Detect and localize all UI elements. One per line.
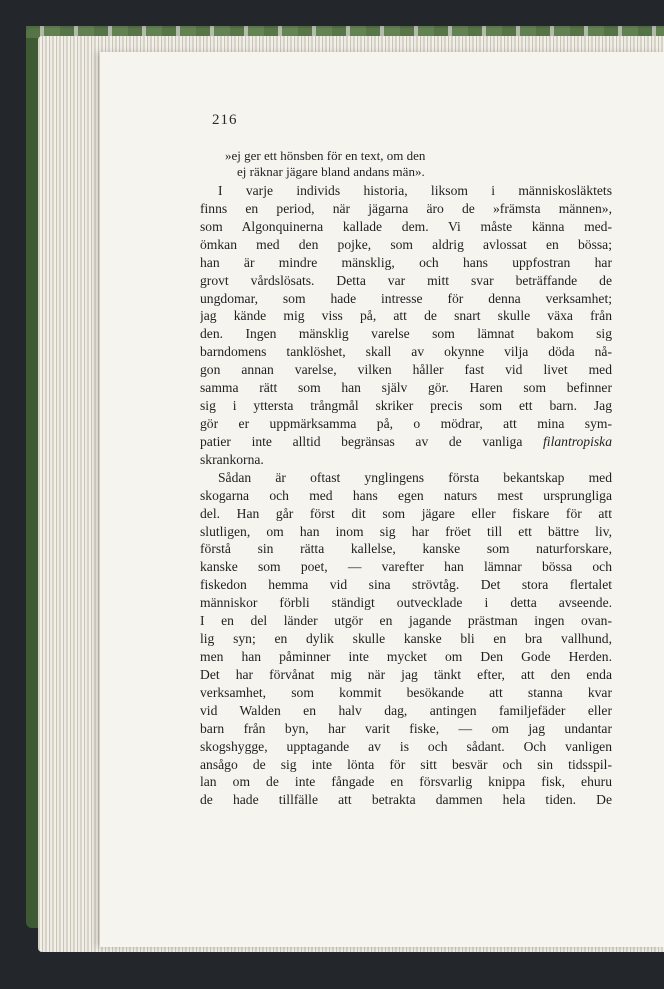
text-line: I varje individs historia, liksom i människosläktets (218, 183, 612, 198)
text-fragment: patier inte alltid begränsas av de vanliga (200, 433, 523, 449)
text-line: I en del länder utgör en jagande prästman ingen ovan- (200, 613, 612, 629)
text-line: den. Ingen mänsklig varelse som lämnat bakom sig (200, 326, 612, 342)
italic-word: filantropiska (543, 433, 612, 449)
text-line: jag kände mig viss på, att de snart skulle växa från (200, 308, 612, 324)
text-line: samma rätt som han själv gör. Haren som befinner (200, 380, 612, 396)
text-line: ansågo de sig inte lönta för sitt besvär och sin tidsspil- (200, 756, 612, 772)
text-line: del. Han går först dit som jägare eller fiskare för att (200, 505, 612, 521)
text-line: barn från byn, har varit fiske, — om jag undantar (200, 720, 612, 736)
text-line: men han påminner inte mycket om Den Gode Herden. (200, 648, 612, 664)
text-line: människor förbli ständigt outvecklade i detta avseende. (200, 595, 612, 611)
text-line: som Algonquinerna kallade dem. Vi måste känna med- (200, 218, 612, 234)
text-line: kanske som poet, — varefter han lämnar bössa och (200, 559, 612, 575)
body-text (200, 182, 612, 809)
text-line-with-italic (200, 433, 612, 451)
text-line: de hade tillfälle att betrakta dammen hela tiden. De (200, 792, 612, 808)
text-line: gon annan varelse, vilken håller fast vid livet med (200, 362, 612, 378)
text-line: skrankorna. (200, 451, 264, 467)
text-line: han är mindre mänsklig, och hans uppfostran har (200, 254, 612, 270)
text-line: finns en period, när jägarna äro de »främsta männen», (200, 200, 612, 216)
text-line: barndomens tanklöshet, skall av okynne vilja döda nå- (200, 344, 612, 360)
quote-block (225, 148, 545, 180)
text-line: fiskedon hemma vid sina strövtåg. Det stora flertalet (200, 577, 612, 593)
text-line: ömkan med den pojke, som aldrig avlossat en bössa; (200, 236, 612, 252)
text-line: skogarna och med hans egen naturs mest ursprungliga (200, 487, 612, 503)
text-line: vid Walden en halv dag, antingen familjefäder eller (200, 702, 612, 718)
quote-line: »ej ger ett hönsben för en text, om den (225, 148, 426, 163)
text-line: lan om de inte fångade en försvarlig knippa fisk, ehuru (200, 774, 612, 790)
page-number: 216 (212, 112, 238, 128)
text-line: verksamhet, som kommit besökande att stanna kvar (200, 684, 612, 700)
text-line: lig syn; en dylik skulle kanske bli en bra vallhund, (200, 631, 612, 647)
text-line: Sådan är oftast ynglingens första bekantskap med (218, 469, 612, 485)
text-line: förstå sin rätta kallelse, kanske som naturforskare, (200, 541, 612, 557)
text-line: ungdomar, som hade intresse för denna verksamhet; (200, 290, 612, 306)
text-line: Det har förvånat mig när jag tänkt efter, att den enda (200, 666, 612, 682)
text-line: grovt vårdslösats. Detta var mitt svar beträffande de (200, 272, 612, 288)
quote-line: ej räknar jägare bland andans män». (237, 164, 425, 179)
text-line: slutligen, om han inom sig har fröet till ett bättre liv, (200, 523, 612, 539)
text-line: skogshygge, upptagande av is och sådant. Och vanligen (200, 738, 612, 754)
text-line: sig i yttersta trångmål skriker precis som ett barn. Jag (200, 398, 612, 414)
text-line: gör er uppmärksamma på, o mödrar, att mina sym- (200, 415, 612, 431)
